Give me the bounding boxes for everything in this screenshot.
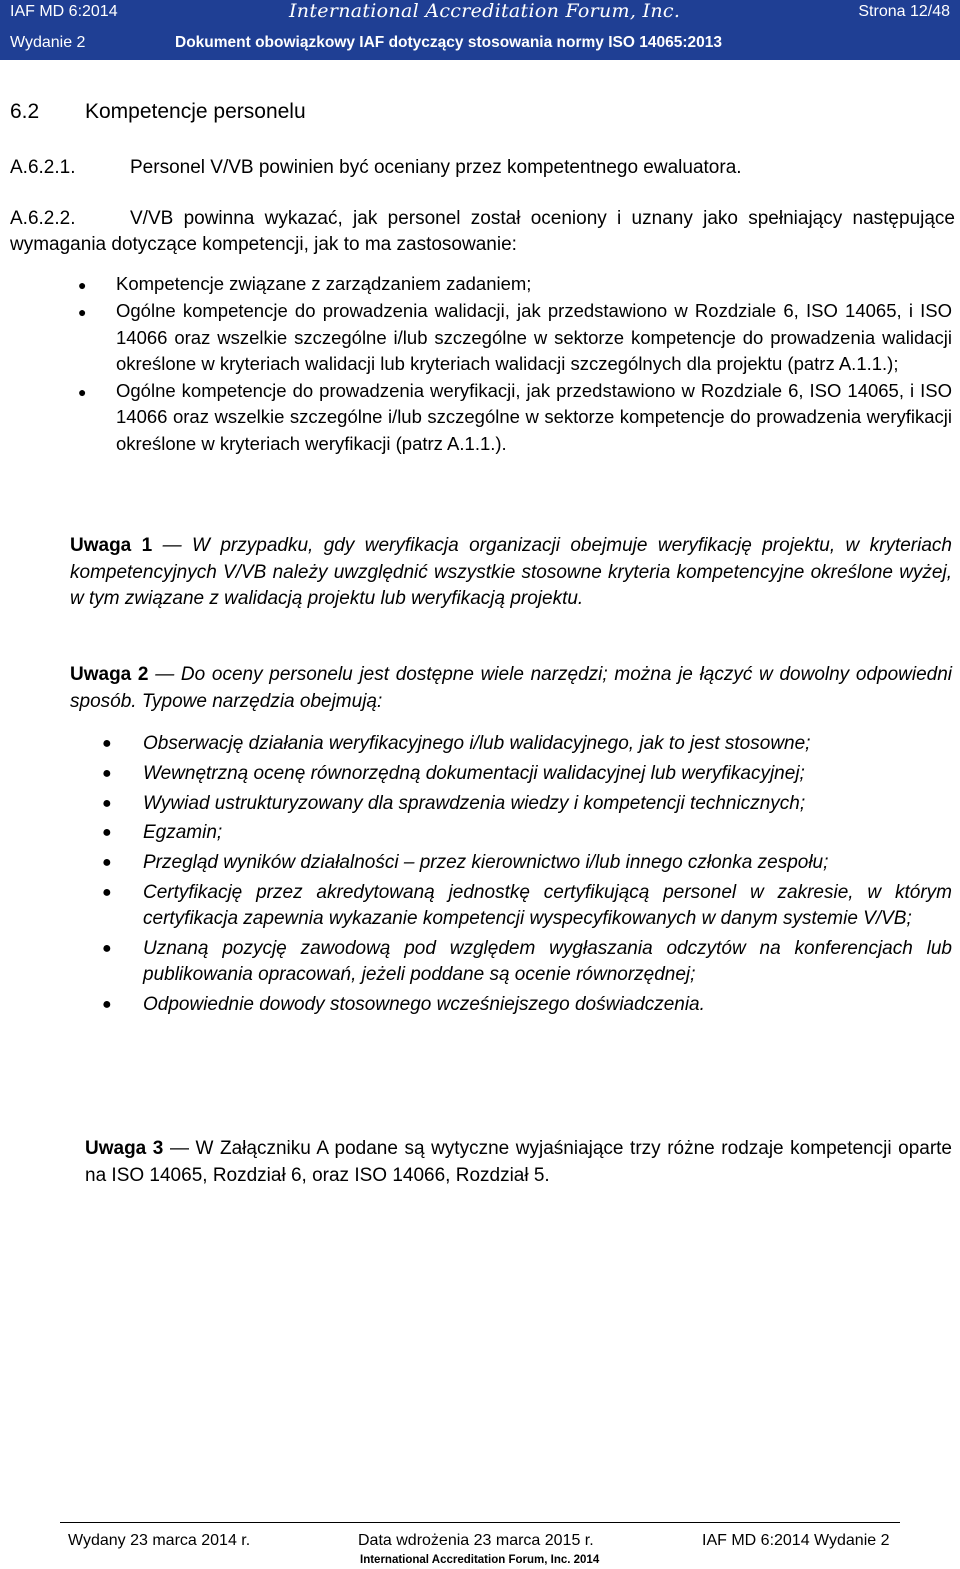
note-dash: —: [169, 1138, 189, 1159]
list-item: ● Odpowiednie dowody stosownego wcześniejszego doświadczenia.: [0, 992, 952, 1018]
bullet-icon: ●: [78, 277, 87, 293]
note-text: W Załączniku A podane są wytyczne wyjaśniające trzy różne rodzaje kompetencji oparte na ISO 14065, Rozdział 6, oraz ISO 14066, Rozdział 5.: [85, 1138, 953, 1186]
clause-number: A.6.2.2.: [10, 208, 76, 229]
clause-number: A.6.2.1.: [10, 157, 76, 178]
note-dash: —: [155, 664, 175, 685]
clause-text: V/VB powinna wykazać, jak personel został oceniony i uznany jako spełniający następujące wymagania dotyczące kompetencji, jak to ma zastosowanie:: [10, 208, 955, 255]
bullet-icon: ●: [102, 854, 112, 872]
list-item: ● Obserwację działania weryfikacyjnego i/lub walidacyjnego, jak to jest stosowne;: [0, 731, 952, 757]
bullet-icon: ●: [78, 384, 87, 401]
footer-copyright: International Accreditation Forum, Inc. 2014: [360, 1554, 600, 1566]
header-edition: Wydanie 2: [10, 34, 86, 51]
bullet-icon: ●: [102, 996, 112, 1014]
header-page-number: Strona 12/48: [858, 3, 950, 20]
assessment-tools-list: [0, 731, 960, 1022]
clause-a621: [10, 155, 742, 181]
requirements-list: [0, 271, 960, 458]
footer-published-date: Wydany 23 marca 2014 r.: [68, 1532, 251, 1549]
note-3: [85, 1136, 952, 1189]
note-1: [70, 533, 952, 613]
page-header: [0, 0, 960, 60]
note-2: [70, 662, 952, 715]
list-item: ● Wywiad ustrukturyzowany dla sprawdzenia wiedzy i kompetencji technicznych;: [0, 791, 952, 817]
footer-effective-date: Data wdrożenia 23 marca 2015 r.: [358, 1532, 594, 1549]
note-label: Uwaga 3: [85, 1138, 164, 1159]
bullet-icon: ●: [78, 304, 87, 321]
bullet-icon: ●: [102, 824, 112, 842]
header-organization: International Accreditation Forum, Inc.: [289, 0, 681, 22]
bullet-icon: ●: [102, 794, 112, 812]
section-number: 6.2: [10, 100, 40, 123]
section-title: Kompetencje personelu: [85, 100, 306, 123]
list-item: ● Uznaną pozycję zawodową pod względem wygłaszania odczytów na konferencjach lub publikowania opracowań, jeżeli poddane są ocenie równorzędnej;: [102, 938, 952, 986]
footer-document-id: IAF MD 6:2014 Wydanie 2: [702, 1532, 890, 1549]
clause-a622: [10, 206, 955, 258]
list-item: ● Ogólne kompetencje do prowadzenia weryfikacji, jak przedstawiono w Rozdziale 6, ISO 14065, i ISO 14066 oraz wszelkie szczególne i/lub szczególne w sektorze kompetencje do prowadzenia weryfikacji określone w kryteriach weryfikacji (patrz A.1.1.).: [78, 380, 952, 454]
header-document-id: IAF MD 6:2014: [10, 3, 118, 20]
footer-divider: [60, 1522, 900, 1523]
bullet-icon: ●: [102, 764, 112, 782]
list-item: ● Przegląd wyników działalności – przez kierownictwo i/lub innego członka zespołu;: [0, 850, 952, 876]
note-text: W przypadku, gdy weryfikacja organizacji obejmuje weryfikację projektu, w kryteriach kompetencyjnych V/VB należy uwzględnić wszystkie stosowne kryteria kompetencyjne określone wyżej, w tym związane z walidacją projektu lub weryfikacją projektu.: [70, 535, 952, 609]
list-item: ● Certyfikację przez akredytowaną jednostkę certyfikującą personel w zakresie, w którym certyfikacja zapewnia wykazanie kompetencji wyspecyfikowanych w danym systemie V/VB;: [102, 881, 952, 930]
note-dash: —: [162, 535, 182, 556]
clause-text: Personel V/VB powinien być oceniany przez kompetentnego ewaluatora.: [130, 157, 742, 178]
note-label: Uwaga 1: [70, 535, 153, 556]
section-heading: [10, 100, 306, 124]
list-item: ● Kompetencje związane z zarządzaniem zadaniem;: [0, 271, 952, 297]
list-item: ● Egzamin;: [0, 820, 952, 846]
list-item: ● Wewnętrzną ocenę równorzędną dokumentacji walidacyjnej lub weryfikacyjnej;: [0, 761, 952, 787]
list-item: ● Ogólne kompetencje do prowadzenia walidacji, jak przedstawiono w Rozdziale 6, ISO 14065, i ISO 14066 oraz wszelkie szczególne i/lub szczególne w sektorze kompetencje do prowadzenia walidacji określone w kryteriach walidacji lub kryteriach walidacji szczególnych dla projektu (patrz A.1.1.);: [78, 300, 952, 374]
note-label: Uwaga 2: [70, 664, 149, 685]
bullet-icon: ●: [102, 940, 112, 958]
bullet-icon: ●: [102, 883, 112, 901]
bullet-icon: ●: [102, 735, 112, 752]
header-document-title: Dokument obowiązkowy IAF dotyczący stosowania normy ISO 14065:2013: [175, 34, 722, 51]
note-text: Do oceny personelu jest dostępne wiele narzędzi; można je łączyć w dowolny odpowiedni sposób. Typowe narzędzia obejmują:: [70, 664, 953, 712]
